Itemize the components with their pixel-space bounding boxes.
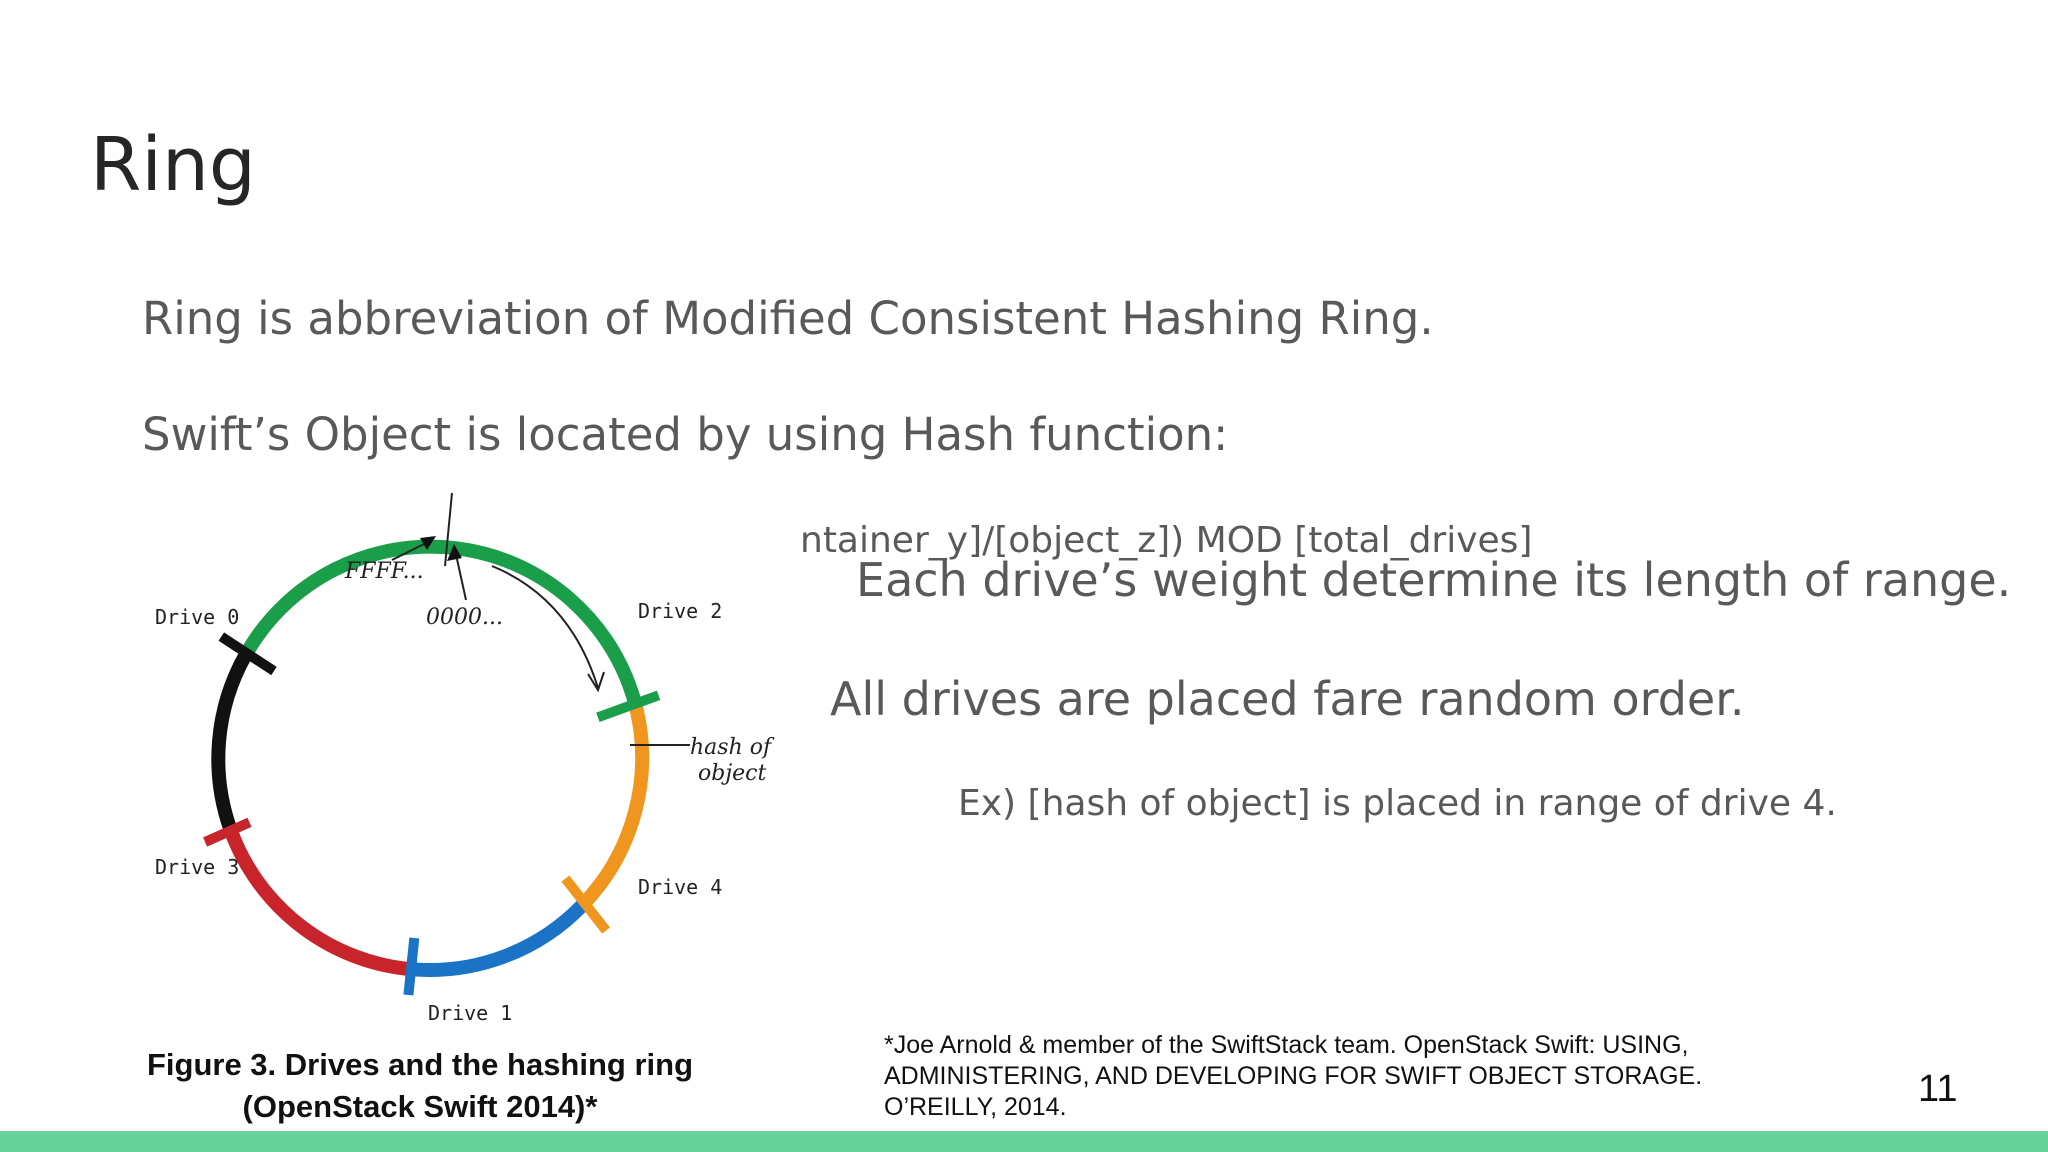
drive4-label: Drive 4: [638, 875, 723, 899]
citation-line2: ADMINISTERING, AND DEVELOPING FOR SWIFT OBJECT STORAGE.: [884, 1062, 1703, 1090]
example-note: Ex) [hash of object] is placed in range of drive 4.: [958, 783, 1837, 824]
caption-line2: (OpenStack Swift 2014)*: [242, 1089, 598, 1124]
page-number: 11: [1918, 1068, 1958, 1110]
drive2-label: Drive 2: [638, 599, 723, 623]
drive0-label: Drive 0: [155, 605, 240, 629]
hash-label-line2: object: [698, 761, 767, 786]
citation: [884, 1030, 1784, 1123]
figure-caption: [120, 1044, 720, 1128]
hash-label-line1: hash of: [690, 735, 772, 760]
ring-segment-drive1: [412, 905, 583, 970]
slide-title: Ring: [90, 122, 256, 208]
citation-line3: O’REILLY, 2014.: [884, 1093, 1067, 1121]
drive1-marker: [408, 938, 414, 995]
hash-formula: ntainer_y]/[object_z]) MOD [total_drives]: [800, 520, 1533, 561]
citation-line1: *Joe Arnold & member of the SwiftStack team. OpenStack Swift: USING,: [884, 1031, 1689, 1059]
hash-function-intro: Swift’s Object is located by using Hash function:: [142, 408, 1229, 461]
drive1-label: Drive 1: [428, 1001, 513, 1025]
ring-segment-drive0: [218, 655, 245, 831]
definition-text: Ring is abbreviation of Modified Consistent Hashing Ring.: [142, 292, 1434, 345]
ffff-label: FFFF...: [345, 559, 424, 584]
random-order-note: All drives are placed fare random order.: [830, 672, 1745, 726]
zero-label: 0000...: [426, 605, 503, 630]
hashing-ring-svg: [130, 488, 790, 1038]
caption-line1: Figure 3. Drives and the hashing ring: [146, 1047, 694, 1082]
hashing-ring-figure: [130, 488, 790, 1038]
ring-segment-drive3: [231, 831, 412, 970]
accent-bar: [0, 1131, 2048, 1152]
drive3-label: Drive 3: [155, 855, 240, 879]
weight-note: Each drive’s weight determine its length of range.: [856, 553, 2012, 607]
ring-segment-drive4: [583, 705, 642, 904]
